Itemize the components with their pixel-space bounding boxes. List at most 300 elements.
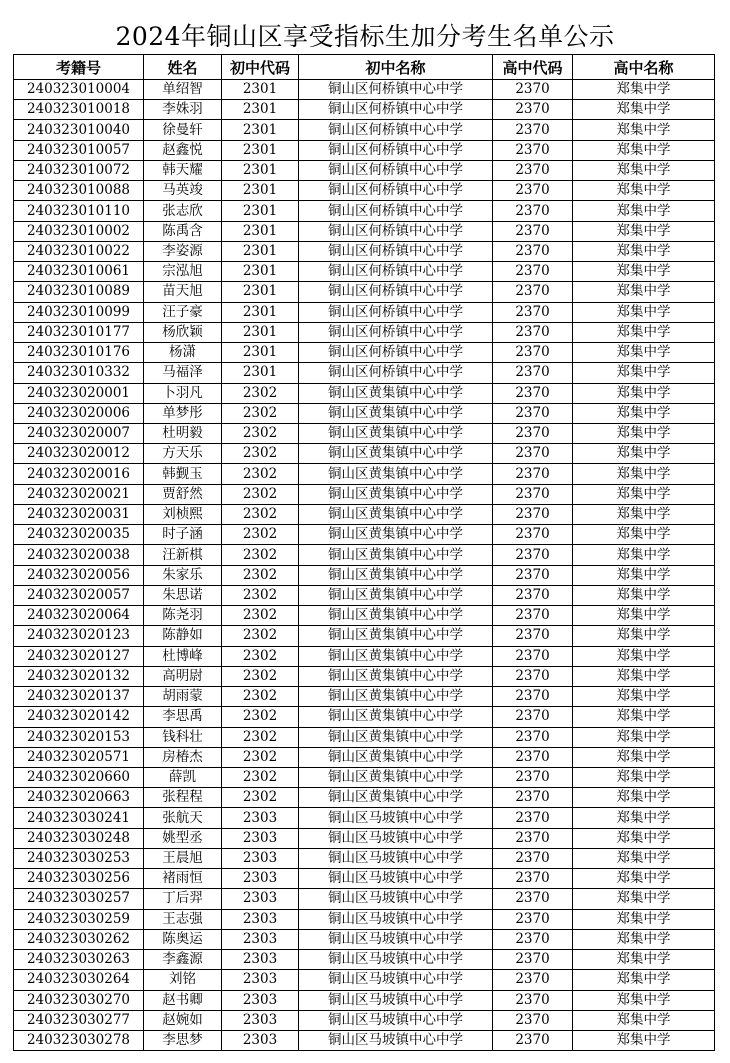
exam-id-cell: 240323010057 (14, 140, 144, 160)
table-row (14, 1031, 715, 1051)
high-school-name-cell: 郑集中学 (573, 181, 715, 201)
middle-school-code-cell: 2302 (222, 403, 299, 423)
name-cell: 房椿杰 (144, 747, 222, 767)
middle-school-name-cell: 铜山区黄集镇中心中学 (299, 646, 493, 666)
middle-school-name-cell: 铜山区黄集镇中心中学 (299, 464, 493, 484)
middle-school-code-cell: 2302 (222, 707, 299, 727)
high-school-code-cell: 2370 (493, 950, 573, 970)
high-school-name-cell: 郑集中学 (573, 343, 715, 363)
middle-school-name-cell: 铜山区何桥镇中心中学 (299, 302, 493, 322)
middle-school-code-cell: 2301 (222, 181, 299, 201)
exam-id-cell: 240323010089 (14, 282, 144, 302)
middle-school-code-cell: 2302 (222, 747, 299, 767)
high-school-code-cell: 2370 (493, 120, 573, 140)
high-school-name-cell: 郑集中学 (573, 545, 715, 565)
name-cell: 单梦彤 (144, 403, 222, 423)
exam-id-cell: 240323030257 (14, 889, 144, 909)
name-cell: 李姿源 (144, 241, 222, 261)
exam-id-cell: 240323020123 (14, 626, 144, 646)
high-school-name-cell: 郑集中学 (573, 707, 715, 727)
middle-school-code-cell: 2302 (222, 666, 299, 686)
table-row (14, 970, 715, 990)
middle-school-name-cell: 铜山区黄集镇中心中学 (299, 403, 493, 423)
table-row (14, 767, 715, 787)
middle-school-code-cell: 2302 (222, 565, 299, 585)
high-school-code-cell: 2370 (493, 585, 573, 605)
high-school-name-cell: 郑集中学 (573, 767, 715, 787)
name-cell: 李鑫源 (144, 950, 222, 970)
high-school-name-cell: 郑集中学 (573, 848, 715, 868)
name-cell: 朱思诺 (144, 585, 222, 605)
name-cell: 赵鑫悦 (144, 140, 222, 160)
middle-school-name-cell: 铜山区黄集镇中心中学 (299, 444, 493, 464)
high-school-name-cell: 郑集中学 (573, 646, 715, 666)
middle-school-name-cell: 铜山区黄集镇中心中学 (299, 545, 493, 565)
high-school-name-cell: 郑集中学 (573, 585, 715, 605)
high-school-code-cell: 2370 (493, 889, 573, 909)
middle-school-name-cell: 铜山区何桥镇中心中学 (299, 282, 493, 302)
table-row (14, 626, 715, 646)
exam-id-cell: 240323030241 (14, 808, 144, 828)
middle-school-code-cell: 2301 (222, 343, 299, 363)
exam-id-cell: 240323030278 (14, 1031, 144, 1051)
high-school-name-cell: 郑集中学 (573, 525, 715, 545)
high-school-name-cell: 郑集中学 (573, 262, 715, 282)
high-school-code-cell: 2370 (493, 302, 573, 322)
high-school-code-cell: 2370 (493, 464, 573, 484)
middle-school-name-cell: 铜山区黄集镇中心中学 (299, 687, 493, 707)
name-cell: 张程程 (144, 788, 222, 808)
high-school-code-cell: 2370 (493, 869, 573, 889)
exam-id-cell: 240323010099 (14, 302, 144, 322)
table-row (14, 221, 715, 241)
middle-school-name-cell: 铜山区何桥镇中心中学 (299, 80, 493, 100)
name-cell: 宗泓旭 (144, 262, 222, 282)
high-school-name-cell: 郑集中学 (573, 383, 715, 403)
high-school-code-cell: 2370 (493, 504, 573, 524)
high-school-name-cell: 郑集中学 (573, 484, 715, 504)
middle-school-code-cell: 2302 (222, 504, 299, 524)
high-school-code-cell: 2370 (493, 545, 573, 565)
name-cell: 刘桢熙 (144, 504, 222, 524)
table-row (14, 606, 715, 626)
high-school-code-cell: 2370 (493, 626, 573, 646)
header-middle-school-code: 初中代码 (222, 55, 299, 80)
table-row (14, 889, 715, 909)
middle-school-name-cell: 铜山区黄集镇中心中学 (299, 767, 493, 787)
exam-id-cell: 240323020035 (14, 525, 144, 545)
middle-school-code-cell: 2302 (222, 687, 299, 707)
exam-id-cell: 240323020057 (14, 585, 144, 605)
table-row (14, 160, 715, 180)
table-row (14, 828, 715, 848)
high-school-code-cell: 2370 (493, 160, 573, 180)
high-school-code-cell: 2370 (493, 707, 573, 727)
table-row (14, 565, 715, 585)
high-school-code-cell: 2370 (493, 929, 573, 949)
table-row (14, 201, 715, 221)
middle-school-name-cell: 铜山区马坡镇中心中学 (299, 808, 493, 828)
high-school-name-cell: 郑集中学 (573, 363, 715, 383)
high-school-code-cell: 2370 (493, 606, 573, 626)
middle-school-code-cell: 2302 (222, 383, 299, 403)
table-row (14, 140, 715, 160)
middle-school-name-cell: 铜山区马坡镇中心中学 (299, 970, 493, 990)
high-school-code-cell: 2370 (493, 747, 573, 767)
exam-id-cell: 240323010332 (14, 363, 144, 383)
exam-id-cell: 240323010022 (14, 241, 144, 261)
name-cell: 时子涵 (144, 525, 222, 545)
name-cell: 陈静如 (144, 626, 222, 646)
high-school-name-cell: 郑集中学 (573, 140, 715, 160)
table-row (14, 363, 715, 383)
middle-school-name-cell: 铜山区何桥镇中心中学 (299, 140, 493, 160)
high-school-name-cell: 郑集中学 (573, 869, 715, 889)
table-row (14, 788, 715, 808)
table-row (14, 929, 715, 949)
high-school-code-cell: 2370 (493, 808, 573, 828)
high-school-name-cell: 郑集中学 (573, 828, 715, 848)
table-row (14, 909, 715, 929)
name-cell: 胡雨蒙 (144, 687, 222, 707)
middle-school-name-cell: 铜山区何桥镇中心中学 (299, 241, 493, 261)
name-cell: 丁后羿 (144, 889, 222, 909)
exam-id-cell: 240323030259 (14, 909, 144, 929)
high-school-code-cell: 2370 (493, 322, 573, 342)
exam-id-cell: 240323010002 (14, 221, 144, 241)
high-school-name-cell: 郑集中学 (573, 889, 715, 909)
high-school-name-cell: 郑集中学 (573, 464, 715, 484)
table-row (14, 1010, 715, 1030)
table-row (14, 950, 715, 970)
exam-id-cell: 240323010110 (14, 201, 144, 221)
exam-id-cell: 240323020064 (14, 606, 144, 626)
middle-school-code-cell: 2303 (222, 869, 299, 889)
header-high-school-code: 高中代码 (493, 55, 573, 80)
exam-id-cell: 240323010072 (14, 160, 144, 180)
middle-school-code-cell: 2302 (222, 788, 299, 808)
high-school-name-cell: 郑集中学 (573, 302, 715, 322)
table-row (14, 343, 715, 363)
middle-school-code-cell: 2301 (222, 262, 299, 282)
exam-id-cell: 240323010088 (14, 181, 144, 201)
table-row (14, 444, 715, 464)
high-school-code-cell: 2370 (493, 363, 573, 383)
high-school-name-cell: 郑集中学 (573, 626, 715, 646)
middle-school-code-cell: 2301 (222, 221, 299, 241)
middle-school-name-cell: 铜山区黄集镇中心中学 (299, 423, 493, 443)
exam-id-cell: 240323020142 (14, 707, 144, 727)
middle-school-name-cell: 铜山区马坡镇中心中学 (299, 909, 493, 929)
name-cell: 徐曼轩 (144, 120, 222, 140)
high-school-code-cell: 2370 (493, 100, 573, 120)
middle-school-code-cell: 2302 (222, 464, 299, 484)
exam-id-cell: 240323020012 (14, 444, 144, 464)
name-cell: 张志欣 (144, 201, 222, 221)
table-row (14, 403, 715, 423)
middle-school-code-cell: 2303 (222, 828, 299, 848)
high-school-name-cell: 郑集中学 (573, 403, 715, 423)
header-name: 姓名 (144, 55, 222, 80)
middle-school-code-cell: 2303 (222, 909, 299, 929)
middle-school-name-cell: 铜山区马坡镇中心中学 (299, 889, 493, 909)
candidate-table (13, 54, 715, 1051)
middle-school-name-cell: 铜山区马坡镇中心中学 (299, 848, 493, 868)
exam-id-cell: 240323030264 (14, 970, 144, 990)
middle-school-name-cell: 铜山区黄集镇中心中学 (299, 585, 493, 605)
middle-school-name-cell: 铜山区马坡镇中心中学 (299, 950, 493, 970)
exam-id-cell: 240323020038 (14, 545, 144, 565)
high-school-code-cell: 2370 (493, 666, 573, 686)
middle-school-code-cell: 2302 (222, 606, 299, 626)
high-school-code-cell: 2370 (493, 343, 573, 363)
middle-school-name-cell: 铜山区何桥镇中心中学 (299, 322, 493, 342)
name-cell: 李姝羽 (144, 100, 222, 120)
high-school-name-cell: 郑集中学 (573, 444, 715, 464)
high-school-name-cell: 郑集中学 (573, 160, 715, 180)
middle-school-name-cell: 铜山区何桥镇中心中学 (299, 221, 493, 241)
middle-school-name-cell: 铜山区黄集镇中心中学 (299, 565, 493, 585)
high-school-code-cell: 2370 (493, 403, 573, 423)
exam-id-cell: 240323020021 (14, 484, 144, 504)
table-row (14, 464, 715, 484)
exam-id-cell: 240323010018 (14, 100, 144, 120)
high-school-code-cell: 2370 (493, 444, 573, 464)
middle-school-code-cell: 2303 (222, 889, 299, 909)
exam-id-cell: 240323020571 (14, 747, 144, 767)
table-row (14, 383, 715, 403)
exam-id-cell: 240323010040 (14, 120, 144, 140)
exam-id-cell: 240323020660 (14, 767, 144, 787)
middle-school-name-cell: 铜山区何桥镇中心中学 (299, 120, 493, 140)
high-school-name-cell: 郑集中学 (573, 808, 715, 828)
high-school-code-cell: 2370 (493, 1031, 573, 1051)
high-school-code-cell: 2370 (493, 909, 573, 929)
table-row (14, 747, 715, 767)
name-cell: 王晨旭 (144, 848, 222, 868)
table-row (14, 181, 715, 201)
high-school-code-cell: 2370 (493, 181, 573, 201)
high-school-name-cell: 郑集中学 (573, 322, 715, 342)
name-cell: 王志强 (144, 909, 222, 929)
table-row (14, 100, 715, 120)
table-row (14, 990, 715, 1010)
high-school-name-cell: 郑集中学 (573, 727, 715, 747)
exam-id-cell: 240323020001 (14, 383, 144, 403)
middle-school-name-cell: 铜山区马坡镇中心中学 (299, 828, 493, 848)
exam-id-cell: 240323020137 (14, 687, 144, 707)
high-school-code-cell: 2370 (493, 80, 573, 100)
high-school-name-cell: 郑集中学 (573, 687, 715, 707)
middle-school-code-cell: 2303 (222, 848, 299, 868)
high-school-code-cell: 2370 (493, 383, 573, 403)
high-school-name-cell: 郑集中学 (573, 747, 715, 767)
table-header-row (14, 55, 715, 80)
high-school-name-cell: 郑集中学 (573, 606, 715, 626)
high-school-name-cell: 郑集中学 (573, 201, 715, 221)
table-row (14, 707, 715, 727)
name-cell: 杜明毅 (144, 423, 222, 443)
table-row (14, 525, 715, 545)
middle-school-name-cell: 铜山区何桥镇中心中学 (299, 100, 493, 120)
exam-id-cell: 240323030277 (14, 1010, 144, 1030)
middle-school-code-cell: 2302 (222, 545, 299, 565)
middle-school-name-cell: 铜山区黄集镇中心中学 (299, 626, 493, 646)
high-school-code-cell: 2370 (493, 727, 573, 747)
exam-id-cell: 240323010176 (14, 343, 144, 363)
middle-school-name-cell: 铜山区何桥镇中心中学 (299, 343, 493, 363)
name-cell: 赵婉如 (144, 1010, 222, 1030)
name-cell: 马英竣 (144, 181, 222, 201)
high-school-code-cell: 2370 (493, 828, 573, 848)
high-school-code-cell: 2370 (493, 1010, 573, 1030)
middle-school-code-cell: 2303 (222, 990, 299, 1010)
middle-school-name-cell: 铜山区黄集镇中心中学 (299, 747, 493, 767)
table-row (14, 848, 715, 868)
table-row (14, 687, 715, 707)
name-cell: 方天乐 (144, 444, 222, 464)
middle-school-code-cell: 2301 (222, 363, 299, 383)
table-row (14, 282, 715, 302)
high-school-code-cell: 2370 (493, 788, 573, 808)
name-cell: 陈尧羽 (144, 606, 222, 626)
table-row (14, 585, 715, 605)
high-school-name-cell: 郑集中学 (573, 120, 715, 140)
middle-school-code-cell: 2302 (222, 423, 299, 443)
middle-school-code-cell: 2301 (222, 160, 299, 180)
name-cell: 陈奥运 (144, 929, 222, 949)
middle-school-code-cell: 2302 (222, 767, 299, 787)
name-cell: 卜羽凡 (144, 383, 222, 403)
middle-school-code-cell: 2303 (222, 950, 299, 970)
middle-school-code-cell: 2301 (222, 282, 299, 302)
exam-id-cell: 240323020132 (14, 666, 144, 686)
header-exam-id: 考籍号 (14, 55, 144, 80)
high-school-name-cell: 郑集中学 (573, 80, 715, 100)
high-school-name-cell: 郑集中学 (573, 565, 715, 585)
name-cell: 韩天耀 (144, 160, 222, 180)
name-cell: 褚雨恒 (144, 869, 222, 889)
table-row (14, 869, 715, 889)
high-school-name-cell: 郑集中学 (573, 241, 715, 261)
middle-school-name-cell: 铜山区黄集镇中心中学 (299, 788, 493, 808)
middle-school-code-cell: 2302 (222, 727, 299, 747)
middle-school-code-cell: 2303 (222, 1031, 299, 1051)
name-cell: 刘铭 (144, 970, 222, 990)
high-school-code-cell: 2370 (493, 525, 573, 545)
high-school-name-cell: 郑集中学 (573, 423, 715, 443)
high-school-code-cell: 2370 (493, 262, 573, 282)
name-cell: 李思禹 (144, 707, 222, 727)
name-cell: 贾舒然 (144, 484, 222, 504)
exam-id-cell: 240323030262 (14, 929, 144, 949)
high-school-code-cell: 2370 (493, 767, 573, 787)
middle-school-name-cell: 铜山区马坡镇中心中学 (299, 990, 493, 1010)
middle-school-code-cell: 2303 (222, 970, 299, 990)
high-school-code-cell: 2370 (493, 241, 573, 261)
name-cell: 李思梦 (144, 1031, 222, 1051)
header-middle-school-name: 初中名称 (299, 55, 493, 80)
high-school-code-cell: 2370 (493, 970, 573, 990)
high-school-name-cell: 郑集中学 (573, 504, 715, 524)
name-cell: 杨欣颖 (144, 322, 222, 342)
exam-id-cell: 240323020007 (14, 423, 144, 443)
table-row (14, 727, 715, 747)
high-school-name-cell: 郑集中学 (573, 929, 715, 949)
middle-school-name-cell: 铜山区黄集镇中心中学 (299, 727, 493, 747)
high-school-name-cell: 郑集中学 (573, 100, 715, 120)
middle-school-code-cell: 2301 (222, 322, 299, 342)
name-cell: 苗天旭 (144, 282, 222, 302)
middle-school-code-cell: 2301 (222, 241, 299, 261)
exam-id-cell: 240323020663 (14, 788, 144, 808)
middle-school-name-cell: 铜山区马坡镇中心中学 (299, 1031, 493, 1051)
exam-id-cell: 240323020127 (14, 646, 144, 666)
high-school-name-cell: 郑集中学 (573, 1031, 715, 1051)
middle-school-name-cell: 铜山区黄集镇中心中学 (299, 484, 493, 504)
high-school-code-cell: 2370 (493, 201, 573, 221)
name-cell: 赵书卿 (144, 990, 222, 1010)
table-row (14, 504, 715, 524)
page-title: 2024年铜山区享受指标生加分考生名单公示 (115, 22, 615, 51)
high-school-name-cell: 郑集中学 (573, 950, 715, 970)
exam-id-cell: 240323020153 (14, 727, 144, 747)
high-school-name-cell: 郑集中学 (573, 221, 715, 241)
middle-school-code-cell: 2301 (222, 302, 299, 322)
table-row (14, 808, 715, 828)
exam-id-cell: 240323010177 (14, 322, 144, 342)
exam-id-cell: 240323010061 (14, 262, 144, 282)
middle-school-name-cell: 铜山区黄集镇中心中学 (299, 606, 493, 626)
high-school-code-cell: 2370 (493, 140, 573, 160)
exam-id-cell: 240323020031 (14, 504, 144, 524)
name-cell: 汪子豪 (144, 302, 222, 322)
middle-school-name-cell: 铜山区马坡镇中心中学 (299, 1010, 493, 1030)
middle-school-code-cell: 2303 (222, 1010, 299, 1030)
middle-school-code-cell: 2303 (222, 929, 299, 949)
name-cell: 杜博峰 (144, 646, 222, 666)
middle-school-code-cell: 2301 (222, 100, 299, 120)
high-school-name-cell: 郑集中学 (573, 282, 715, 302)
table-row (14, 666, 715, 686)
name-cell: 朱家乐 (144, 565, 222, 585)
table-row (14, 646, 715, 666)
table-row (14, 484, 715, 504)
exam-id-cell: 240323030263 (14, 950, 144, 970)
middle-school-name-cell: 铜山区何桥镇中心中学 (299, 262, 493, 282)
high-school-code-cell: 2370 (493, 565, 573, 585)
middle-school-name-cell: 铜山区黄集镇中心中学 (299, 525, 493, 545)
name-cell: 钱科壮 (144, 727, 222, 747)
middle-school-code-cell: 2302 (222, 626, 299, 646)
high-school-name-cell: 郑集中学 (573, 666, 715, 686)
table-row (14, 80, 715, 100)
middle-school-code-cell: 2301 (222, 120, 299, 140)
name-cell: 汪新棋 (144, 545, 222, 565)
exam-id-cell: 240323030256 (14, 869, 144, 889)
middle-school-code-cell: 2302 (222, 444, 299, 464)
middle-school-code-cell: 2303 (222, 808, 299, 828)
high-school-name-cell: 郑集中学 (573, 990, 715, 1010)
name-cell: 高明尉 (144, 666, 222, 686)
exam-id-cell: 240323010004 (14, 80, 144, 100)
name-cell: 韩觐玉 (144, 464, 222, 484)
exam-id-cell: 240323020056 (14, 565, 144, 585)
high-school-code-cell: 2370 (493, 646, 573, 666)
name-cell: 陈禹含 (144, 221, 222, 241)
middle-school-code-cell: 2302 (222, 484, 299, 504)
middle-school-name-cell: 铜山区何桥镇中心中学 (299, 363, 493, 383)
